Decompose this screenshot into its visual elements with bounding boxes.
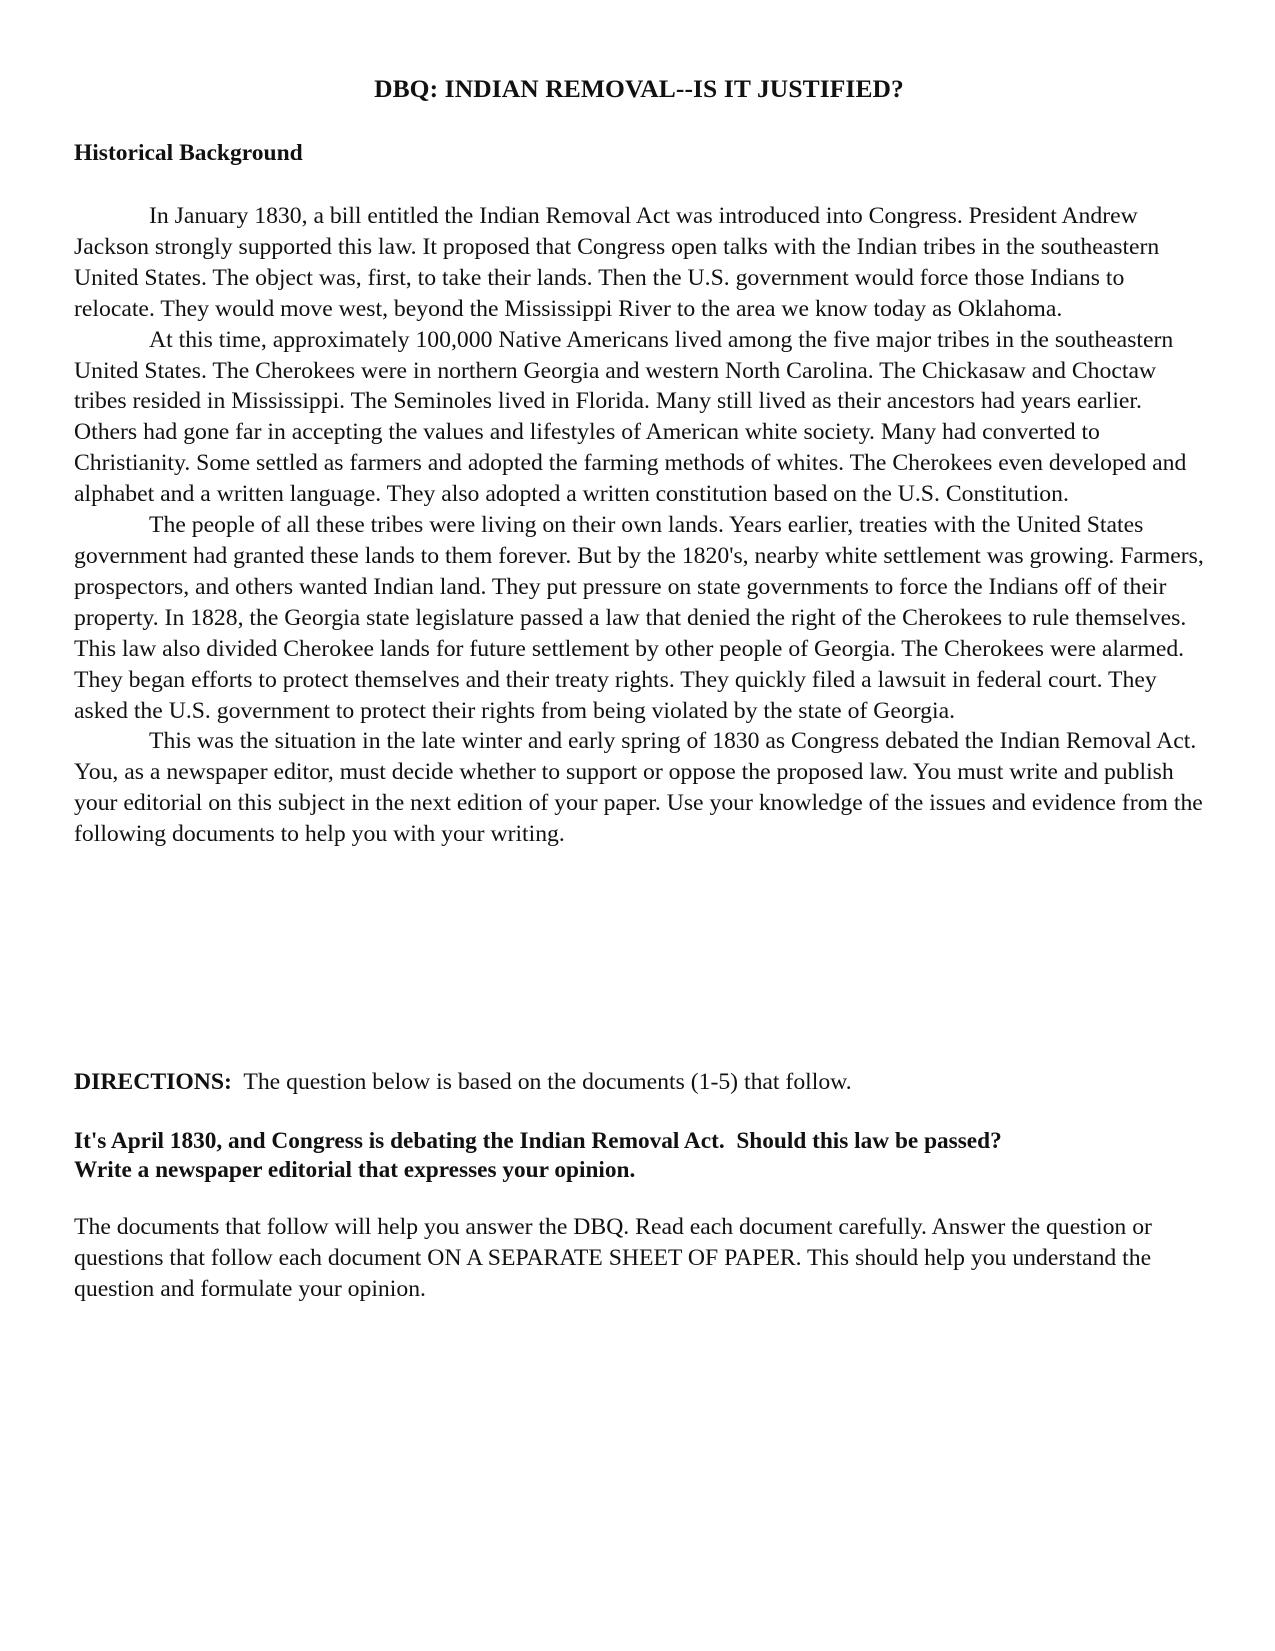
directions [74,1067,1204,1098]
directions-label: DIRECTIONS: [74,1069,232,1095]
background-paragraph-2: At this time, approximately 100,000 Native Americans lived among the five major tribes in the southeastern United States. The Cherokees were in northern Georgia and western North Carolina. The Chickasaw and Choctaw tribes resided in Mississippi. The Seminoles lived in Florida. Many still lived as their ancestors had years earlier. Others had gone far in accepting the values and lifestyles of American white society. Many had converted to Christianity. Some settled as farmers and adopted the farming methods of whites. The Cherokees even developed and alphabet and a written language. They also adopted a written constitution based on the U.S. Constitution. [74,326,1187,508]
document-title: DBQ: INDIAN REMOVAL--IS IT JUSTIFIED? [374,74,904,103]
background-paragraph-3: The people of all these tribes were living on their own lands. Years earlier, treaties with the United States government had granted these lands to them forever. But by the 1820's, nearby white settlement was growing. Farmers, prospectors, and others wanted Indian land. They put pressure on state governments to force the Indians off of their property. In 1828, the Georgia state legislature passed a law that denied the right of the Cherokees to rule themselves. This law also divided Cherokee lands for future settlement by other people of Georgia. The Cherokees were alarmed. They began efforts to protect themselves and their treaty rights. They quickly filed a lawsuit in federal court. They asked the U.S. government to protect their rights from being violated by the state of Georgia. [74,512,1204,724]
question-line-2: Write a newspaper editorial that expresses your opinion. [74,1157,636,1183]
background-paragraph-1: In January 1830, a bill entitled the Indian Removal Act was introduced into Congress. President Andrew Jackson strongly supported this law. It proposed that Congress open talks with the Indian tribes in the southeastern United States. The object was, first, to take their lands. Then the U.S. government would force those Indians to relocate. They would move west, beyond the Mississippi River to the area we know today as Oklahoma. [74,203,1160,322]
question-line-1: It's April 1830, and Congress is debating the Indian Removal Act. Should this law be passed? [74,1128,1002,1154]
background-paragraph-4: This was the situation in the late winter and early spring of 1830 as Congress debated the Indian Removal Act. You, as a newspaper editor, must decide whether to support or oppose the proposed law. You must write and publish your editorial on this subject in the next edition of your paper. Use your knowledge of the issues and evidence from the following documents to help you with your writing. [74,728,1203,848]
instructions-paragraph: The documents that follow will help you answer the DBQ. Read each document carefully. Answer the question or questions that follow each document ON A SEPARATE SHEET OF PAPER. This should help you understand the question and formulate your opinion. [74,1214,1152,1302]
directions-text: The question below is based on the documents (1-5) that follow. [231,1069,852,1095]
historical-background-body [74,201,1204,850]
section-heading: Historical Background [74,140,303,166]
dbq-question [74,1127,1204,1185]
